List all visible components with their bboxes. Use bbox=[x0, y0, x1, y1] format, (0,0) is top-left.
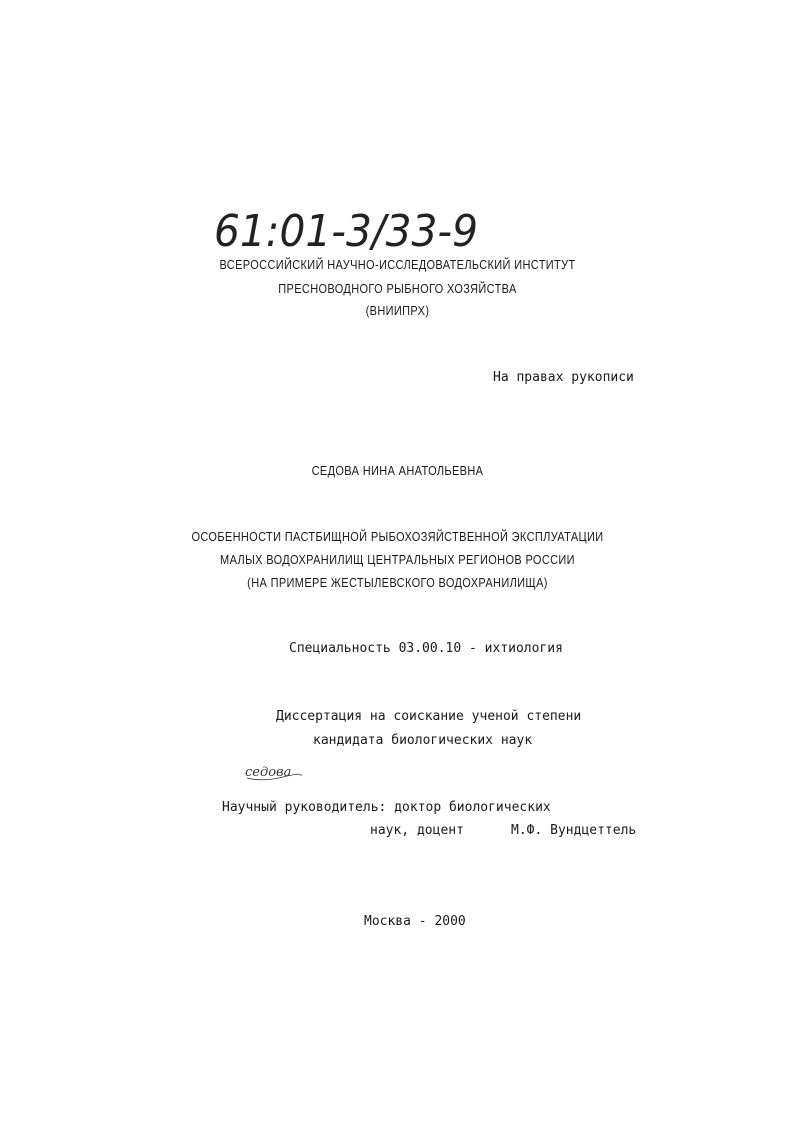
archive-code-text: 61:01-3/33-9 bbox=[214, 206, 478, 257]
signature-text: седова bbox=[245, 765, 292, 780]
place-and-year: Москва - 2000 bbox=[364, 914, 466, 929]
author-name: СЕДОВА НИНА АНАТОЛЬЕВНА bbox=[311, 464, 484, 478]
handwritten-archive-code bbox=[212, 200, 482, 258]
dissertation-title-line1: ОСОБЕННОСТИ ПАСТБИЩНОЙ РЫБОХОЗЯЙСТВЕННОЙ ЭКСПЛУАТАЦИИ bbox=[191, 530, 604, 544]
supervisor-name: М.Ф. Вундцеттель bbox=[511, 823, 637, 838]
supervisor-title: наук, доцент bbox=[370, 823, 464, 838]
handwritten-signature bbox=[243, 760, 303, 782]
manuscript-rights: На правах рукописи bbox=[493, 370, 634, 385]
dissertation-title-line3: (НА ПРИМЕРЕ ЖЕСТЫЛЕВСКОГО ВОДОХРАНИЛИЩА) bbox=[247, 576, 548, 590]
institute-name-line1: ВСЕРОССИЙСКИЙ НАУЧНО-ИССЛЕДОВАТЕЛЬСКИЙ ИНСТИТУТ bbox=[219, 258, 576, 272]
supervisor-line1: Научный руководитель: доктор биологических bbox=[222, 800, 551, 815]
specialty: Специальность 03.00.10 - ихтиология bbox=[289, 641, 563, 656]
dissertation-degree-line2: кандидата биологических наук bbox=[313, 733, 533, 748]
institute-name-line2: ПРЕСНОВОДНОГО РЫБНОГО ХОЗЯЙСТВА bbox=[278, 282, 517, 296]
institute-abbreviation: (ВНИИПРХ) bbox=[365, 304, 430, 318]
dissertation-degree-line1: Диссертация на соискание ученой степени bbox=[276, 709, 582, 724]
dissertation-title-line2: МАЛЫХ ВОДОХРАНИЛИЩ ЦЕНТРАЛЬНЫХ РЕГИОНОВ РОССИИ bbox=[220, 553, 575, 567]
